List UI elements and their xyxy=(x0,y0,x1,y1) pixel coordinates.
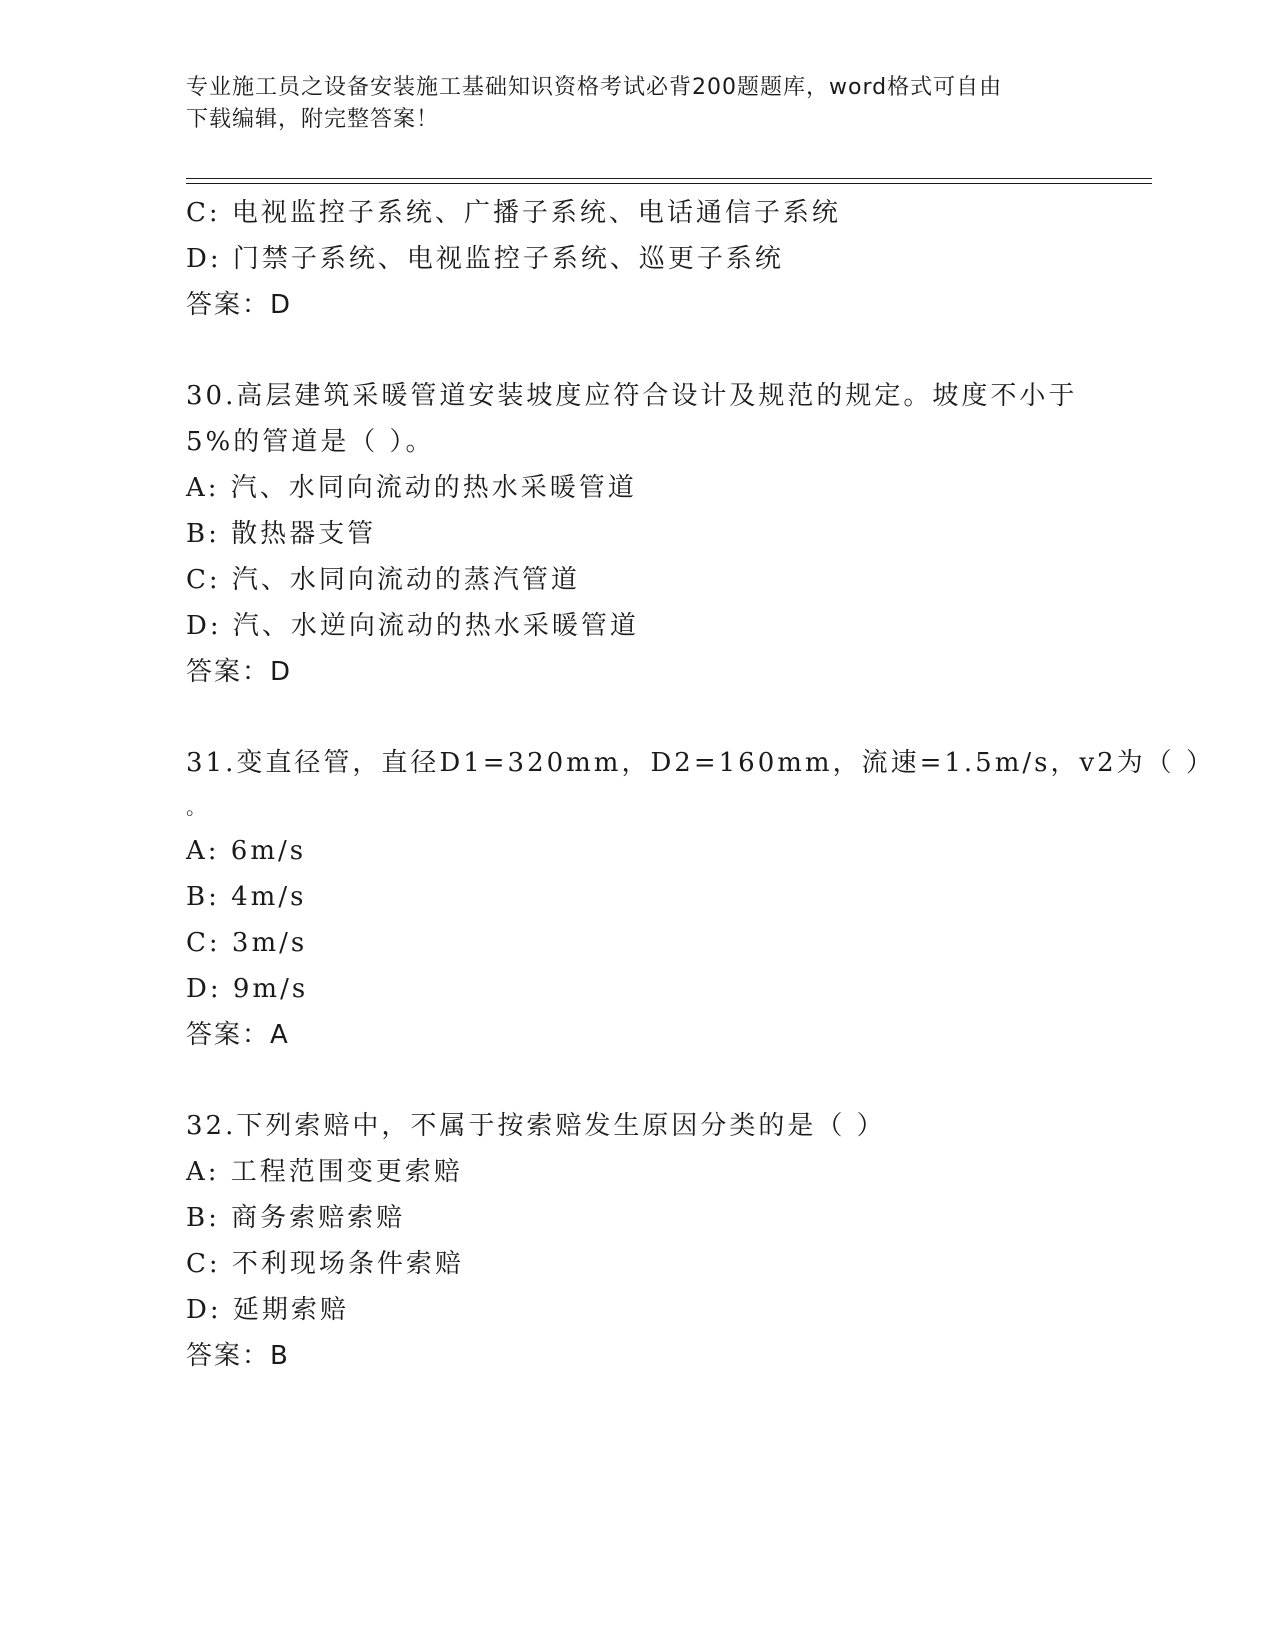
option-c: C: 汽、水同向流动的蒸汽管道 xyxy=(186,565,580,595)
document-header xyxy=(186,72,1086,136)
option-d: D: 9m/s xyxy=(186,974,309,1004)
answer-text: 答案：B xyxy=(186,1341,290,1371)
option-d: D: 延期索赔 xyxy=(186,1295,349,1325)
header-line-2: 下载编辑，附完整答案！ xyxy=(186,107,440,132)
header-divider-top xyxy=(186,178,1152,179)
option-c: C: 电视监控子系统、广播子系统、电话通信子系统 xyxy=(186,198,841,228)
option-d: D: 汽、水逆向流动的热水采暖管道 xyxy=(186,611,639,641)
header-divider-bottom xyxy=(186,183,1152,184)
spacer xyxy=(186,328,1086,373)
question-29-continued xyxy=(186,190,1086,328)
question-stem-line-2: 5%的管道是（ ）。 xyxy=(186,427,435,457)
header-line-1: 专业施工员之设备安装施工基础知识资格考试必背200题题库，word格式可自由 xyxy=(186,75,1003,100)
question-stem-line-1: 31.变直径管，直径D1=320mm，D2=160mm，流速=1.5m/s，v2为（ ） xyxy=(186,748,1215,778)
option-b: B: 散热器支管 xyxy=(186,519,377,549)
option-b: B: 4m/s xyxy=(186,882,307,912)
option-b: B: 商务索赔索赔 xyxy=(186,1203,406,1233)
option-d: D: 门禁子系统、电视监控子系统、巡更子系统 xyxy=(186,244,784,274)
option-c: C: 不利现场条件索赔 xyxy=(186,1249,464,1279)
question-stem-line-2: 。 xyxy=(186,795,209,819)
answer-text: 答案：D xyxy=(186,290,293,320)
question-stem-line-1: 30.高层建筑采暖管道安装坡度应符合设计及规范的规定。坡度不小于 xyxy=(186,381,1078,411)
option-a: A: 汽、水同向流动的热水采暖管道 xyxy=(186,473,637,503)
answer-text: 答案：A xyxy=(186,1020,290,1050)
answer-text: 答案：D xyxy=(186,657,293,687)
spacer xyxy=(186,1058,1086,1103)
question-32 xyxy=(186,1103,1086,1379)
question-31 xyxy=(186,740,1215,1058)
spacer xyxy=(186,695,1086,740)
option-a: A: 工程范围变更索赔 xyxy=(186,1157,463,1187)
question-list xyxy=(186,190,1215,1379)
question-30 xyxy=(186,373,1086,695)
option-a: A: 6m/s xyxy=(186,836,307,866)
question-stem-line-1: 32.下列索赔中，不属于按索赔发生原因分类的是（ ） xyxy=(186,1111,886,1141)
option-c: C: 3m/s xyxy=(186,928,308,958)
